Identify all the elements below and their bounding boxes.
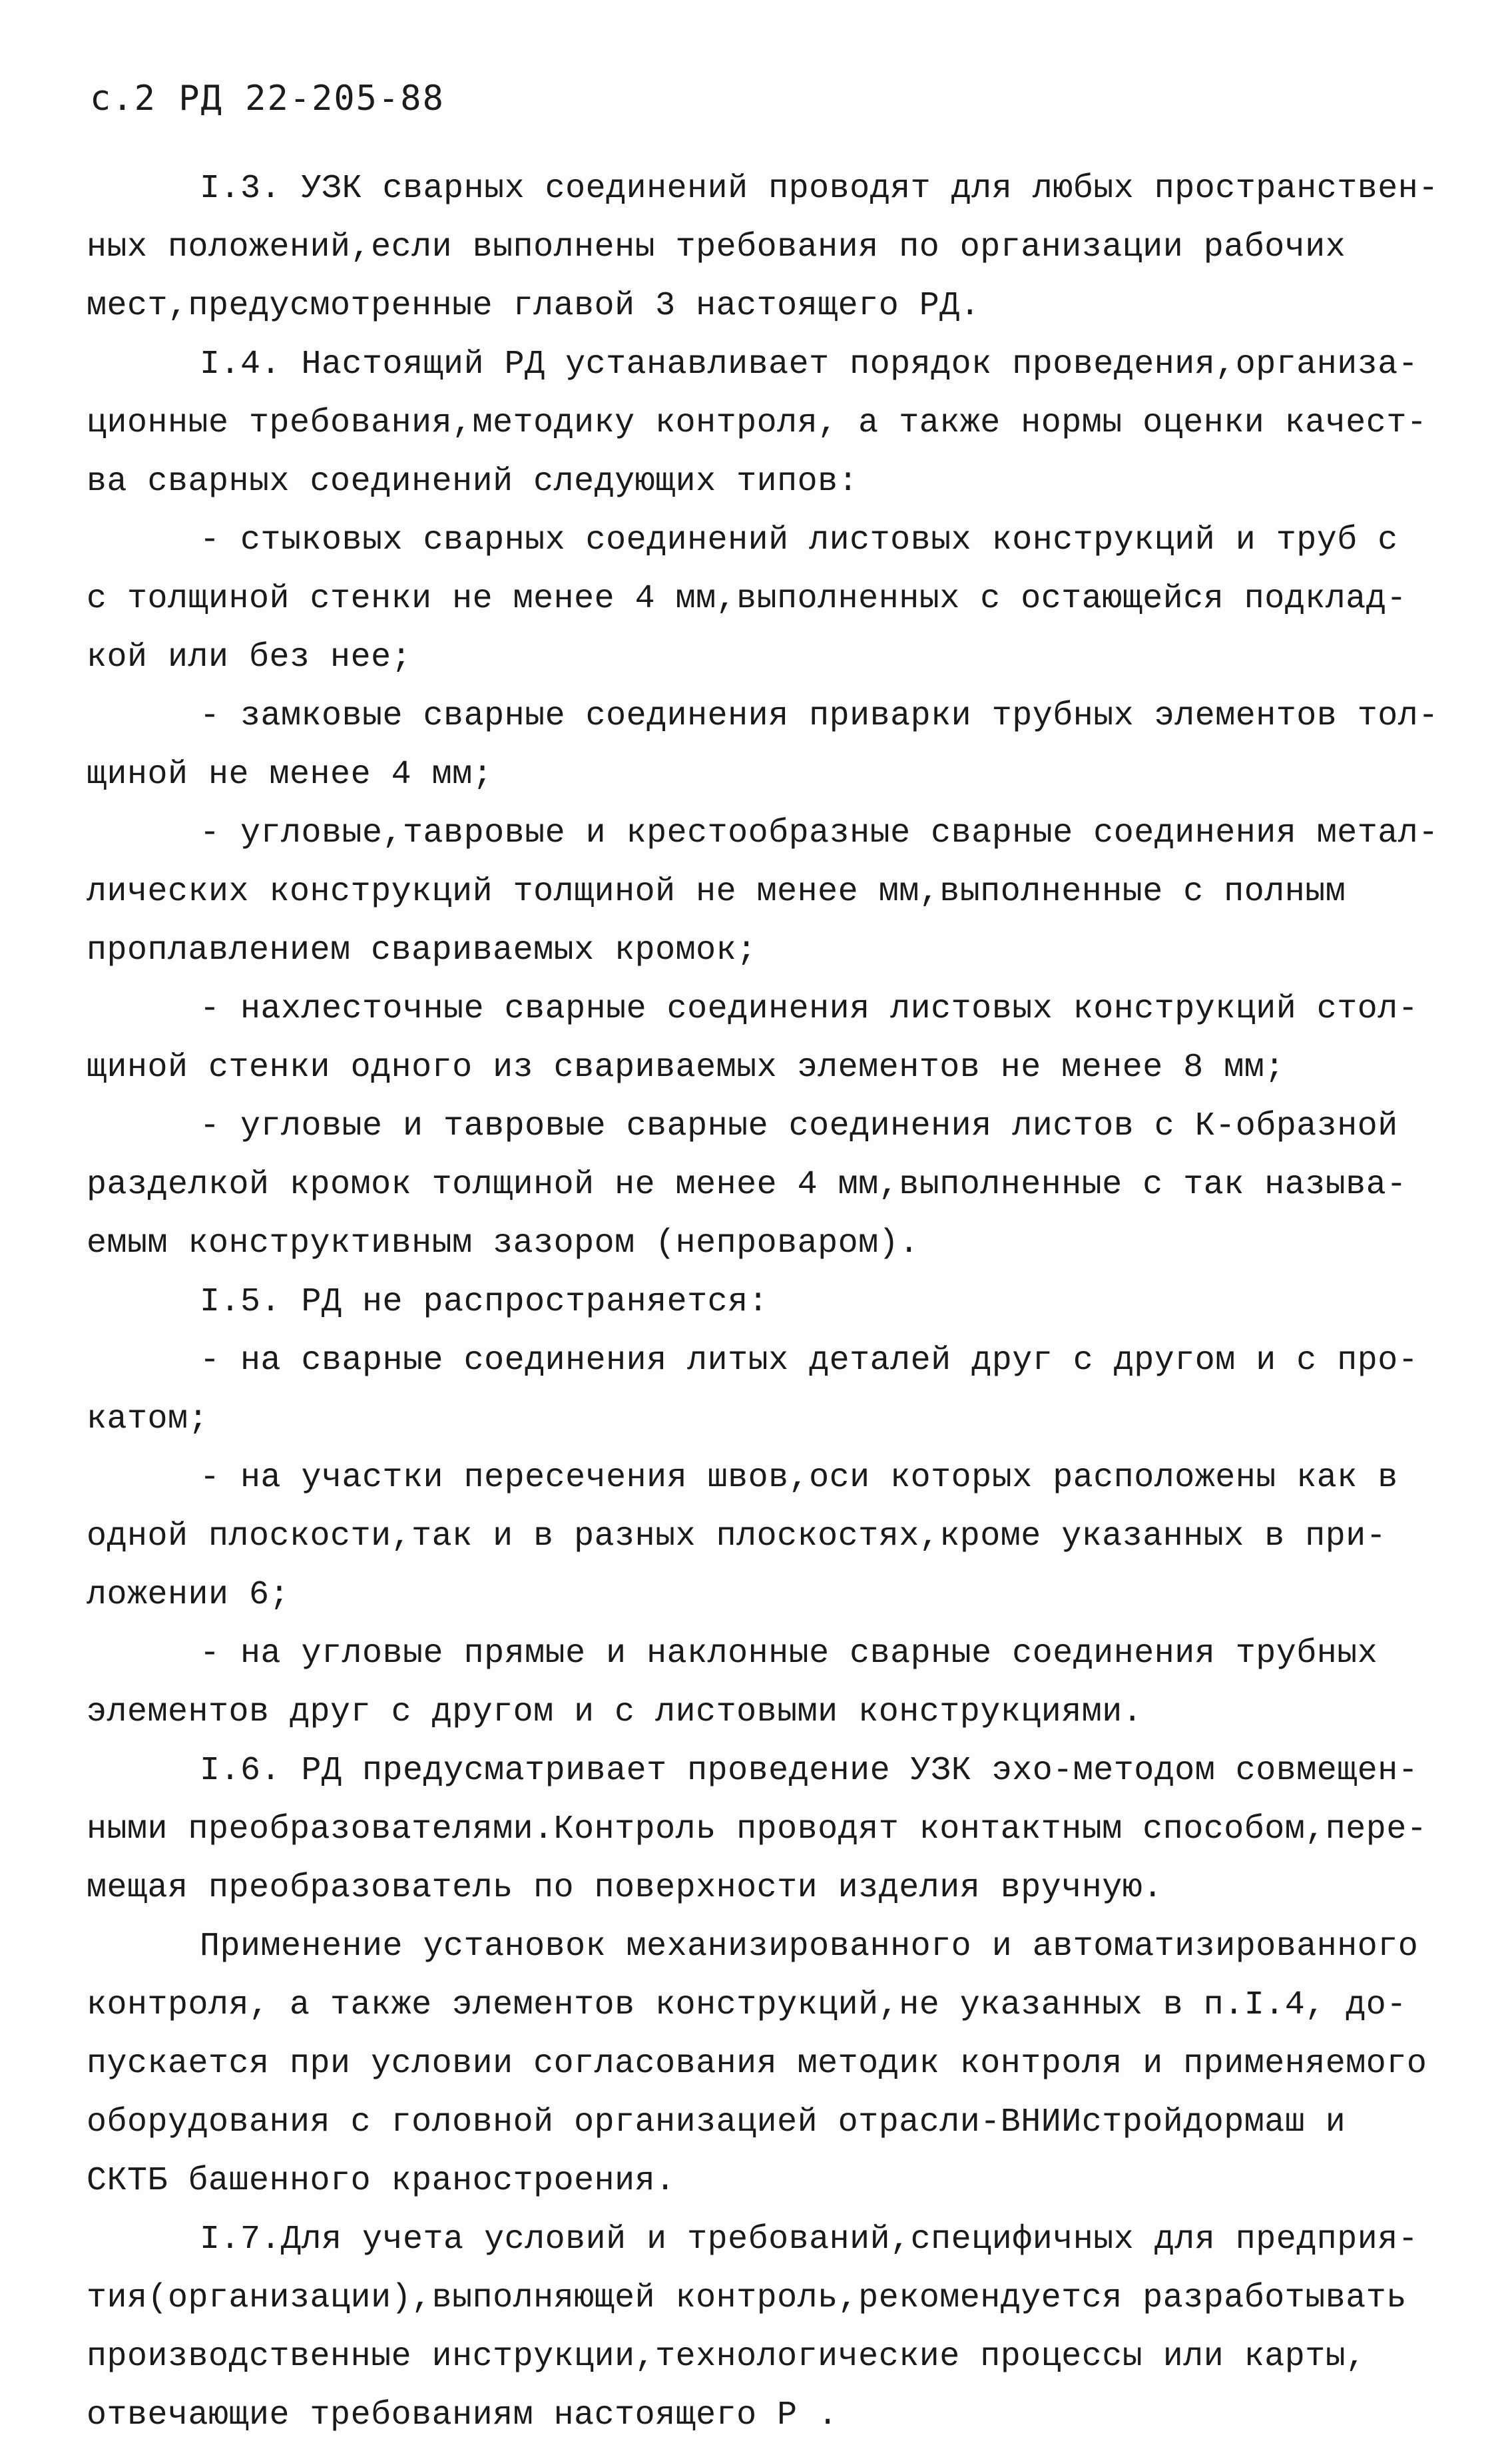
text-line: ложении 6; <box>87 1576 290 1614</box>
text-line: пускается при условии согласования методик контроля и применяемого <box>87 2045 1427 2083</box>
text-line: Применение установок механизированного и автоматизированного <box>200 1928 1419 1966</box>
text-line: I.7.Для учета условий и требований,специфичных для предприя- <box>200 2221 1419 2259</box>
text-line: I.4. Настоящий РД устанавливает порядок проведения,организа- <box>200 346 1419 384</box>
text-line: отвечающие требованиям настоящего Р . <box>87 2396 838 2434</box>
text-line: тия(организации),выполняющей контроль,рекомендуется разработывать <box>87 2279 1407 2317</box>
text-line: - на угловые прямые и наклонные сварные соединения трубных <box>200 1635 1378 1673</box>
text-line: элементов друг с другом и с листовыми конструкциями. <box>87 1693 1143 1731</box>
text-line: - стыковых сварных соединений листовых конструкций и труб с <box>200 521 1398 559</box>
text-line: - угловые и тавровые сварные соединения листов с К-образной <box>200 1107 1398 1145</box>
text-line: мест,предусмотренные главой 3 настоящего РД. <box>87 287 981 325</box>
text-line: I.3. УЗК сварных соединений проводят для любых пространствен- <box>200 170 1439 208</box>
text-line: разделкой кромок толщиной не менее 4 мм,выполненные с так называ- <box>87 1166 1407 1204</box>
text-line: ва сварных соединений следующих типов: <box>87 463 859 501</box>
text-line: кой или без нее; <box>87 639 412 677</box>
text-line: - на участки пересечения швов,оси которых расположены как в <box>200 1459 1398 1497</box>
text-line: лических конструкций толщиной не менее мм,выполненные с полным <box>87 873 1346 911</box>
text-line: I.6. РД предусматривает проведение УЗК эхо-методом совмещен- <box>200 1752 1419 1790</box>
page-header: с.2 РД 22-205-88 <box>90 79 445 119</box>
text-line: контроля, а также элементов конструкций,не указанных в п.I.4, до- <box>87 1986 1407 2024</box>
text-line: - угловые,тавровые и крестообразные сварные соединения метал- <box>200 814 1439 852</box>
text-line: I.5. РД не распространяется: <box>200 1283 769 1321</box>
text-line: одной плоскости,так и в разных плоскостях,кроме указанных в при- <box>87 1517 1387 1555</box>
text-line: ных положений,если выполнены требования по организации рабочих <box>87 228 1346 266</box>
text-line: проплавлением свариваемых кромок; <box>87 932 757 969</box>
document-body <box>87 160 1439 2445</box>
text-line: СКТБ башенного краностроения. <box>87 2162 676 2200</box>
text-line: оборудования с головной организацией отрасли-ВНИИстройдормаш и <box>87 2103 1346 2141</box>
text-line: ционные требования,методику контроля, а также нормы оценки качест- <box>87 404 1427 442</box>
text-line: катом; <box>87 1400 209 1438</box>
text-line: щиной стенки одного из свариваемых элементов не менее 8 мм; <box>87 1049 1285 1087</box>
text-line: емым конструктивным зазором (непроваром). <box>87 1224 919 1262</box>
text-line: с толщиной стенки не менее 4 мм,выполненных с остающейся подклад- <box>87 580 1407 618</box>
text-line: мещая преобразователь по поверхности изделия вручную. <box>87 1869 1163 1907</box>
text-line: - нахлесточные сварные соединения листовых конструкций стол- <box>200 990 1419 1028</box>
text-line: производственные инструкции,технологические процессы или карты, <box>87 2338 1366 2376</box>
text-line: щиной не менее 4 мм; <box>87 756 493 794</box>
text-line: - замковые сварные соединения приварки трубных элементов тол- <box>200 697 1439 735</box>
text-line: ными преобразователями.Контроль проводят контактным способом,пере- <box>87 1810 1427 1848</box>
text-line: - на сварные соединения литых деталей друг с другом и с про- <box>200 1342 1419 1380</box>
